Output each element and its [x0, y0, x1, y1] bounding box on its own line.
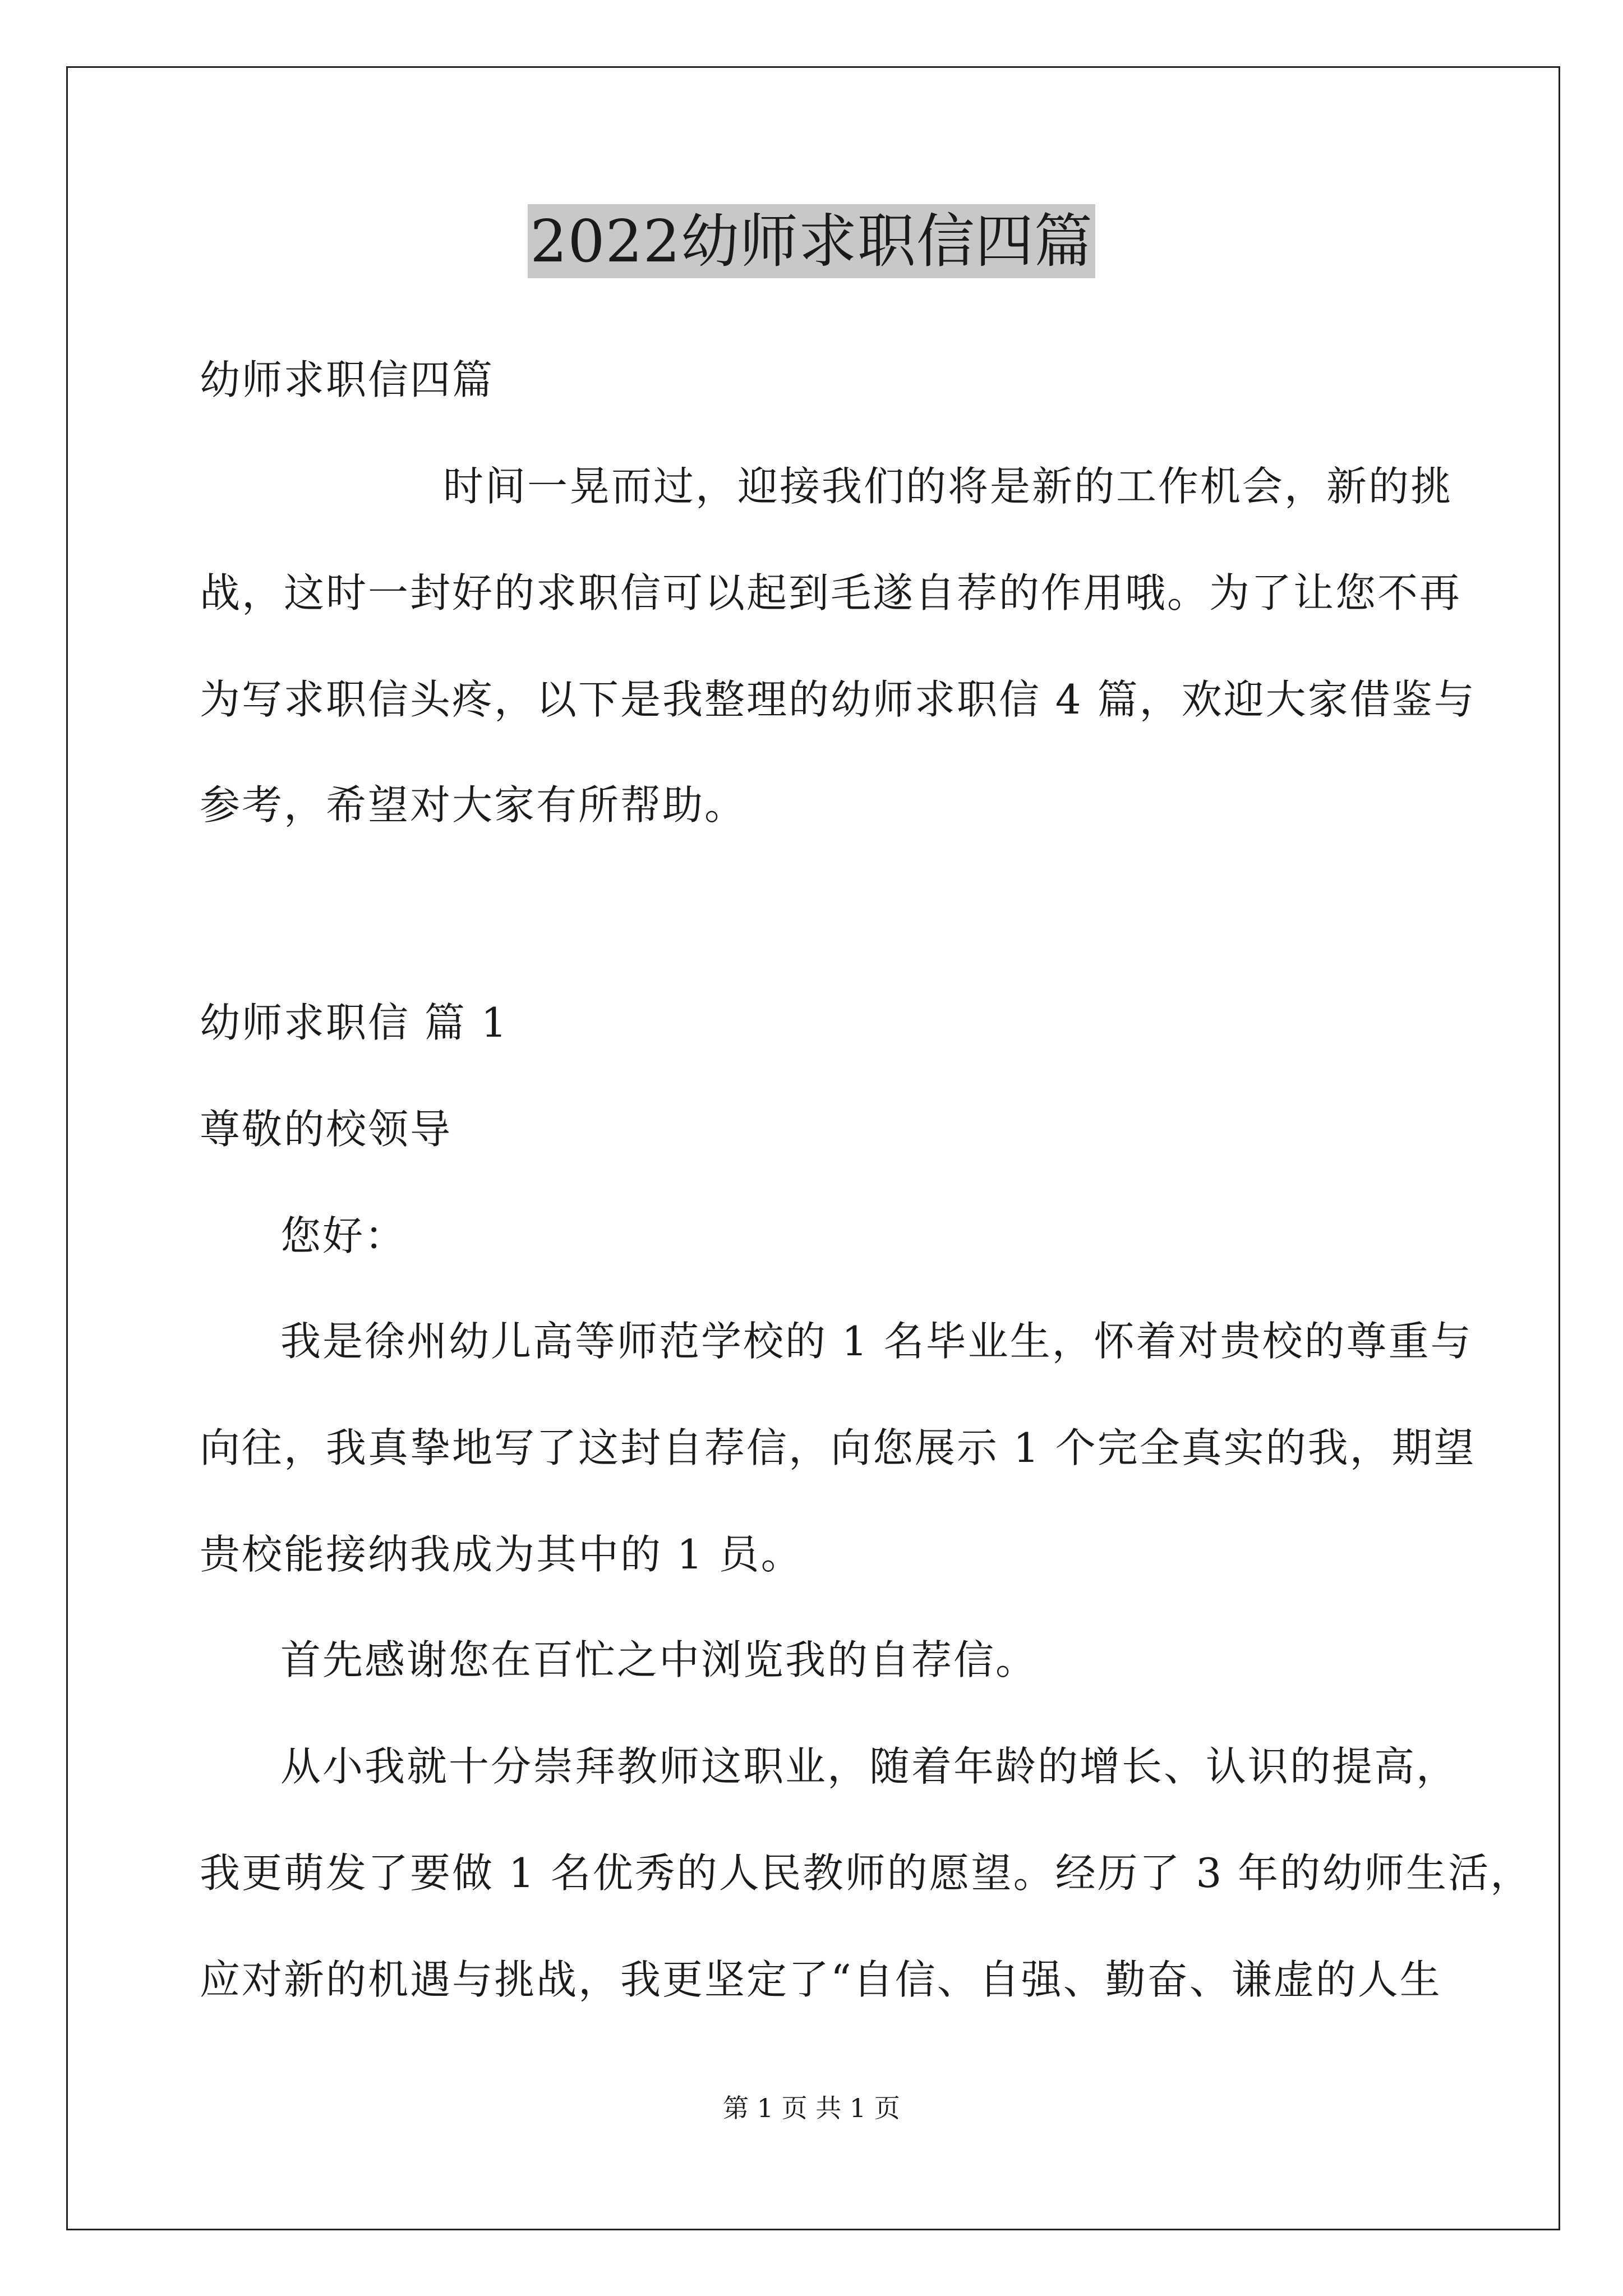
- intro-line-4: 参考，希望对大家有所帮助。: [200, 781, 747, 829]
- greeting: 您好：: [280, 1212, 407, 1259]
- para3-line-2: 我更萌发了要做 1 名优秀的人民教师的愿望。经历了 3 年的幼师生活，: [200, 1849, 1533, 1897]
- para1-line-2: 向往，我真挚地写了这封自荐信，向您展示 1 个完全真实的我，期望: [200, 1424, 1476, 1471]
- para1-line-1: 我是徐州幼儿高等师范学校的 1 名毕业生，怀着对贵校的尊重与: [280, 1318, 1473, 1365]
- page-footer: 第 1 页 共 1 页: [723, 2093, 900, 2123]
- salutation: 尊敬的校领导: [200, 1106, 453, 1153]
- intro-line-3: 为写求职信头疼，以下是我整理的幼师求职信 4 篇，欢迎大家借鉴与: [200, 676, 1476, 723]
- section-heading: 幼师求职信 篇 1: [200, 999, 509, 1046]
- para3-line-3: 应对新的机遇与挑战，我更坚定了“自信、自强、勤奋、谦虚的人生: [200, 1956, 1442, 2003]
- para2-line-1: 首先感谢您在百忙之中浏览我的自荐信。: [280, 1636, 1038, 1683]
- para3-line-1: 从小我就十分崇拜教师这职业，随着年龄的增长、认识的提高，: [280, 1743, 1459, 1790]
- document-subtitle: 幼师求职信四篇: [200, 356, 495, 403]
- intro-line-1: 时间一晃而过，迎接我们的将是新的工作机会，新的挑: [443, 463, 1453, 510]
- para1-line-3: 贵校能接纳我成为其中的 1 员。: [200, 1531, 803, 1578]
- document-title: 2022幼师求职信四篇: [528, 204, 1095, 278]
- intro-line-2: 战，这时一封好的求职信可以起到毛遂自荐的作用哦。为了让您不再: [200, 569, 1462, 616]
- title-container: [0, 204, 1623, 278]
